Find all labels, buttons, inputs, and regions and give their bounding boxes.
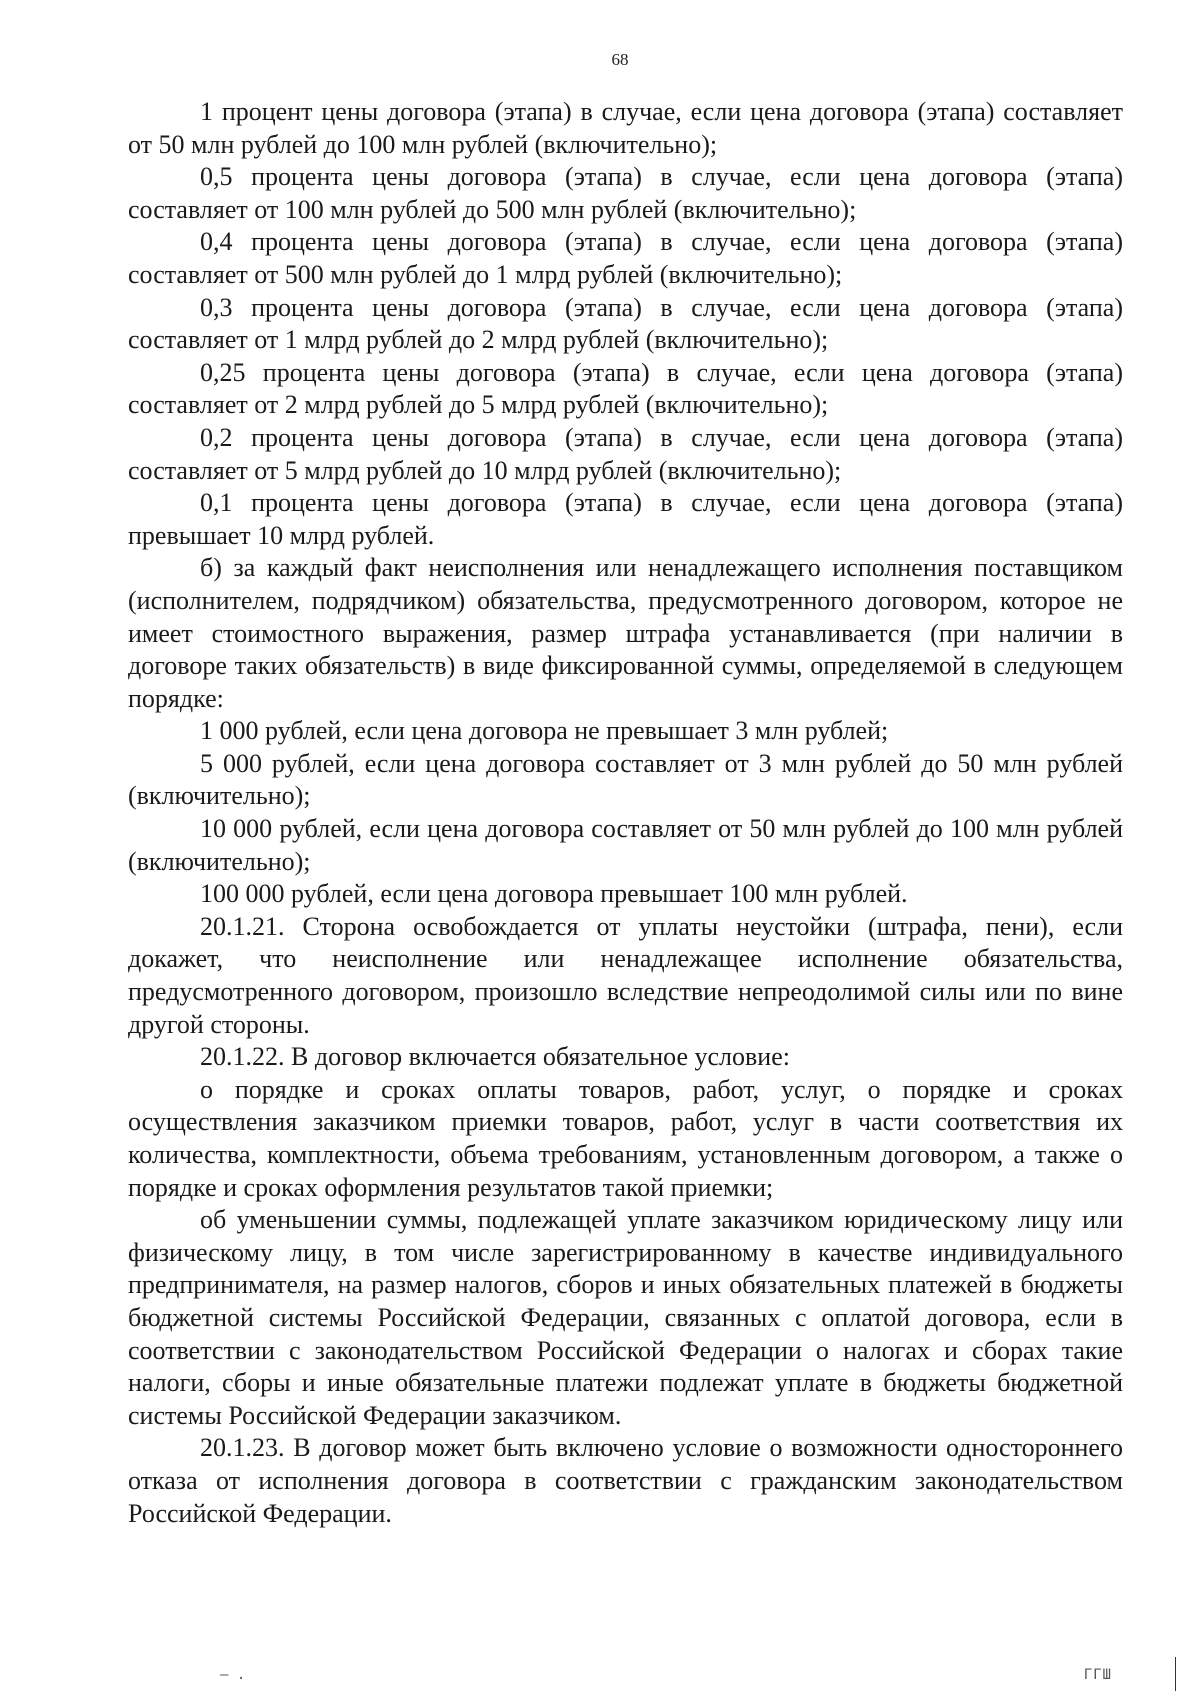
paragraph-penalty-0-3-percent: 0,3 процента цены договора (этапа) в случае, если цена договора (этапа) составляет от 1 млрд рублей до 2 млрд рублей (включительно); [128,292,1123,355]
paragraph-fine-10000: 10 000 рублей, если цена договора составляет от 50 млн рублей до 100 млн рублей (включительно); [128,814,1123,876]
paragraph-penalty-0-25-percent: 0,25 процента цены договора (этапа) в случае, если цена договора (этапа) составляет от 2 млрд рублей до 5 млрд рублей (включительно); [128,357,1123,420]
document-body [128,96,1123,1530]
paragraph-penalty-0-5-percent: 0,5 процента цены договора (этапа) в случае, если цена договора (этапа) составляет от 100 млн рублей до 500 млн рублей (включительно); [128,162,1123,224]
scan-mark-right: ГГШ [1083,1667,1112,1683]
paragraph-fine-100000: 100 000 рублей, если цена договора превышает 100 млн рублей. [200,879,908,909]
paragraph-penalty-0-1-percent: 0,1 процента цены договора (этапа) в случае, если цена договора (этапа) превышает 10 млрд рублей. [128,488,1123,550]
paragraph-penalty-1-percent: 1 процент цены договора (этапа) в случае, если цена договора (этапа) составляет от 50 млн рублей до 100 млн рублей (включительно); [128,97,1123,159]
paragraph-tax-reduction: об уменьшении суммы, подлежащей уплате заказчиком юридическому лицу или физическому лицу, в том числе зарегистрированному в качестве индивидуального предпринимателя, на размер налогов, сборов и иных обязательных платежей в бюджеты бюджетной системы Российской Федерации, связанных с оплатой договора, если в соответствии с законодательством Российской Федерации о налогах и сборах такие налоги, сборы и иные обязательные платежи подлежат уплате в бюджеты бюджетной системы Российской Федерации заказчиком. [128,1205,1123,1430]
page-number: 68 [611,50,629,69]
paragraph-penalty-0-2-percent: 0,2 процента цены договора (этапа) в случае, если цена договора (этапа) составляет от 5 млрд рублей до 10 млрд рублей (включительно); [128,422,1123,485]
paragraph-clause-20-1-21: 20.1.21. Сторона освобождается от уплаты неустойки (штрафа, пени), если докажет, что неисполнение или ненадлежащее исполнение обязательства, предусмотренного договором, произошло вследствие непреодолимой силы или по вине другой стороны. [128,911,1123,1039]
paragraph-payment-terms: о порядке и сроках оплаты товаров, работ, услуг, о порядке и сроках осуществления заказчиком приемки товаров, работ, услуг в части соответствия их количества, комплектности, объема требованиям, установленным договором, а также о порядке и сроках оформления результатов такой приемки; [128,1074,1123,1202]
paragraph-penalty-0-4-percent: 0,4 процента цены договора (этапа) в случае, если цена договора (этапа) составляет от 500 млн рублей до 1 млрд рублей (включительно); [128,227,1123,289]
paragraph-clause-b: б) за каждый факт неисполнения или ненадлежащего исполнения поставщиком (исполнителем, подрядчиком) обязательства, предусмотренного договором, которое не имеет стоимостного выражения, размер штрафа устанавливается (при наличии в договоре таких обязательств) в виде фиксированной суммы, определяемой в следующем порядке: [128,553,1123,713]
paragraph-clause-20-1-22: 20.1.22. В договор включается обязательное условие: [200,1042,790,1072]
paragraph-clause-20-1-23: 20.1.23. В договор может быть включено условие о возможности одностороннего отказа от исполнения договора в соответствии с гражданским законодательством Российской Федерации. [128,1433,1123,1528]
paragraph-fine-5000: 5 000 рублей, если цена договора составляет от 3 млн рублей до 50 млн рублей (включительно); [128,748,1123,811]
scan-edge-line [1175,1657,1176,1691]
scan-mark-left: – . [220,1667,246,1683]
paragraph-fine-1000: 1 000 рублей, если цена договора не превышает 3 млн рублей; [200,716,889,746]
